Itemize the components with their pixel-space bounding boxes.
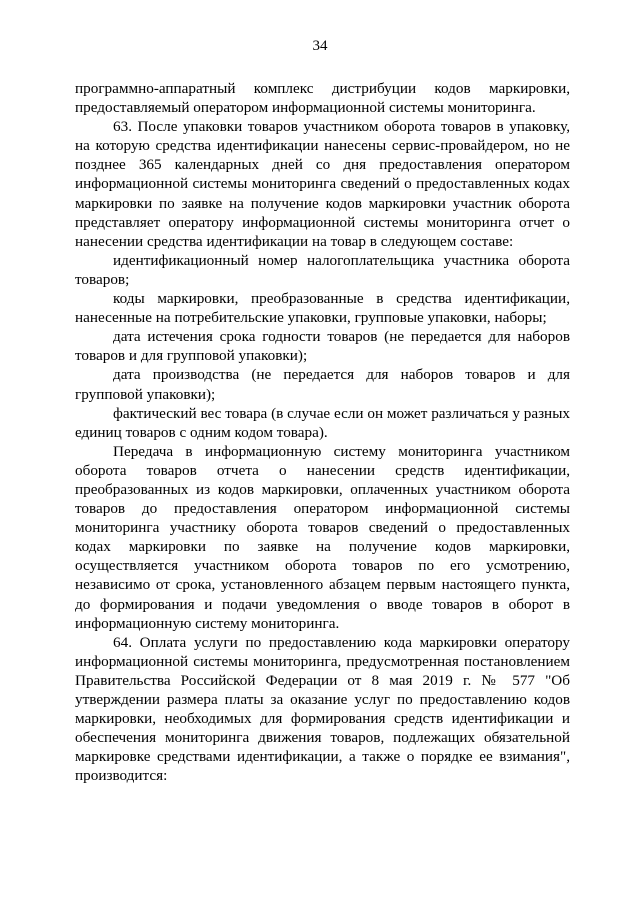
list-item-expiry-date: дата истечения срока годности товаров (не передается для наборов товаров и для групповой упаковки);: [75, 328, 570, 365]
list-item-actual-weight: фактический вес товара (в случае если он может различаться у разных единиц товаров с одним кодом товара).: [75, 404, 570, 441]
paragraph-item-63: 63. После упаковки товаров участником оборота товаров в упаковку, на которую средства идентификации нанесены сервис-провайдером, но не позднее 365 календарных дней со дня предоставления оператором информационной системы мониторинга сведений о предоставленных кодах маркировки по заявке на получение кодов маркировки участник оборота представляет оператору информационной системы мониторинга отчет о нанесении средства идентификации на товар в следующем составе:: [75, 118, 570, 250]
list-item-marking-codes: коды маркировки, преобразованные в средства идентификации, нанесенные на потребительские упаковки, групповые упаковки, наборы;: [75, 290, 570, 327]
list-item-production-date: дата производства (не передается для наборов товаров и для групповой упаковки);: [75, 366, 570, 403]
paragraph-item-64: 64. Оплата услуги по предоставлению кода маркировки оператору информационной системы мониторинга, предусмотренная постановлением Правительства Российской Федерации от 8 мая 2019 г. № 577 "Об утверждении размера платы за оказание услуг по предоставлению кодов маркировки, необходимых для формирования средств идентификации и обеспечения мониторинга движения товаров, подлежащих обязательной маркировке средствами идентификации, а также о порядке ее взимания", производится:: [75, 633, 570, 785]
document-body: [75, 79, 570, 785]
page-number: 34: [312, 38, 328, 54]
paragraph-continuation: программно-аппаратный комплекс дистрибуции кодов маркировки, предоставляемый оператором информационной системы мониторинга.: [75, 80, 570, 117]
paragraph-report-transfer: Передача в информационную систему мониторинга участником оборота товаров отчета о нанесении средств идентификации, преобразованных из кодов маркировки, оплаченных участником оборота товаров до предоставления оператором информационной системы мониторинга участнику оборота товаров сведений о предоставленных кодах маркировки по заявке на получение кодов маркировки, осуществляется участником оборота товаров по его усмотрению, независимо от срока, установленного абзацем первым настоящего пункта, до формирования и подачи уведомления о вводе товаров в оборот в информационную систему мониторинга.: [75, 442, 570, 632]
list-item-inn: идентификационный номер налогоплательщика участника оборота товаров;: [75, 251, 570, 288]
